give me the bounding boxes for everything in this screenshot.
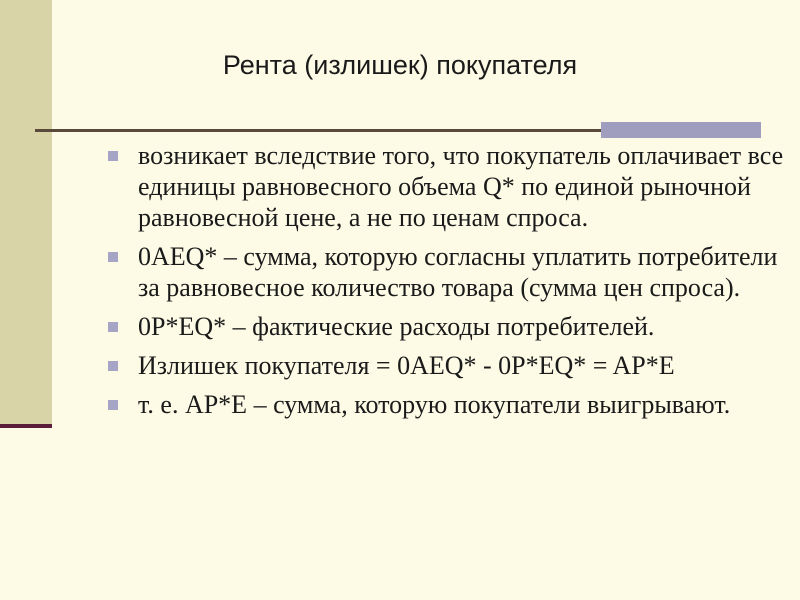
bullet-text: 0AEQ* – сумма, которую согласны уплатить потребители за равновесное количество товара (сумма цен спроса).	[138, 242, 778, 302]
bullet-item	[108, 389, 784, 420]
left-decor-line	[0, 424, 52, 428]
square-bullet-icon	[108, 361, 118, 371]
bullet-text: т. е. AP*E – сумма, которую покупатели выигрывают.	[138, 390, 731, 419]
bullet-item	[108, 350, 784, 381]
square-bullet-icon	[108, 400, 118, 410]
square-bullet-icon	[108, 322, 118, 332]
slide-title: Рента (излишек) покупателя	[222, 50, 578, 80]
square-bullet-icon	[108, 252, 118, 262]
bullet-item	[108, 241, 784, 303]
bullet-text: возникает вследствие того, что покупатель оплачивает все единицы равновесного объема Q* по единой рыночной равновесной цене, а не по ценам спроса.	[138, 141, 784, 232]
title-divider-accent	[601, 122, 761, 138]
bullet-list	[108, 140, 784, 428]
bullet-text: 0P*EQ* – фактические расходы потребителей.	[138, 312, 655, 341]
bullet-item	[108, 311, 784, 342]
square-bullet-icon	[108, 151, 118, 161]
bullet-item	[108, 140, 784, 233]
bullet-text: Излишек покупателя = 0AEQ* - 0P*EQ* = AP*E	[138, 351, 675, 380]
